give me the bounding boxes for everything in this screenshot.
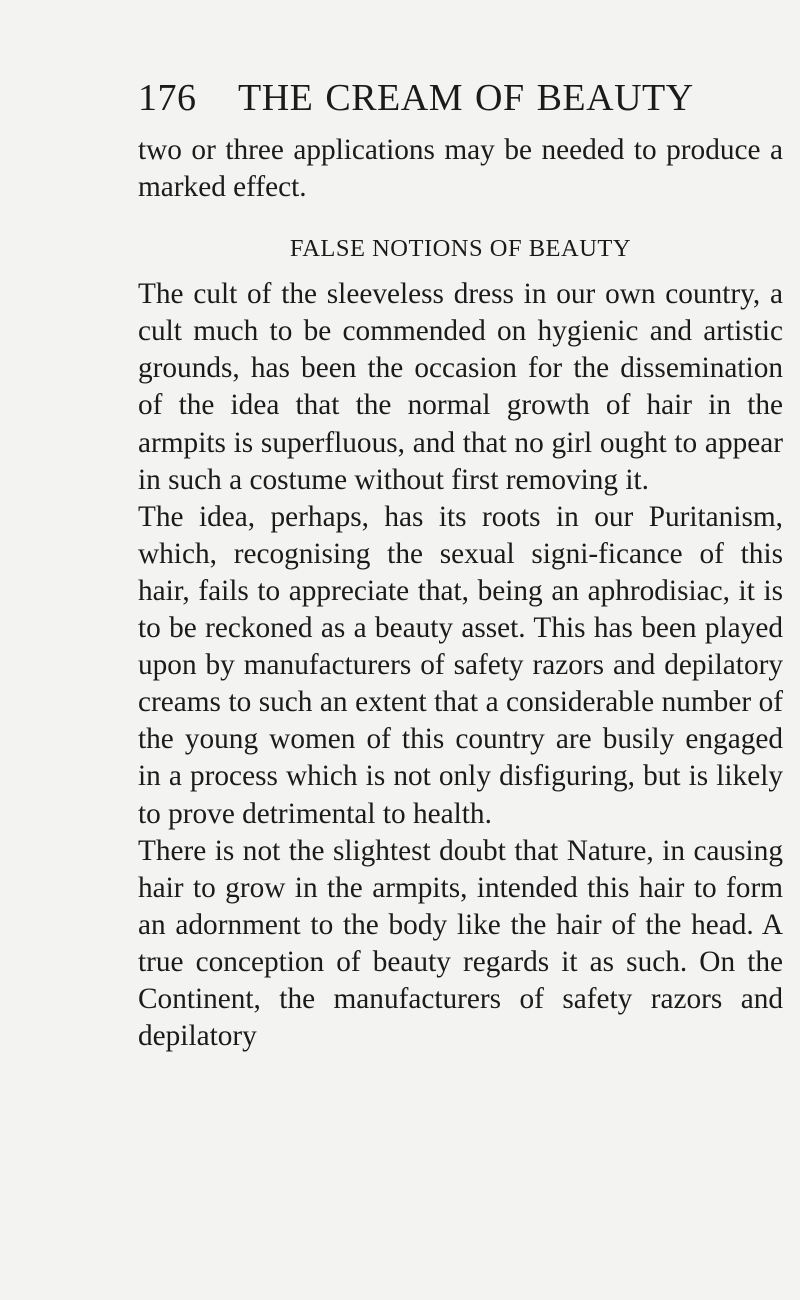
- paragraph-3: There is not the slightest doubt that Nature, in causing hair to grow in the armpits, intended this hair to form an adornment to the body like the hair of the head. A true conception of beauty regards it as such. On the Continent, the manufacturers of safety razors and depilatory: [138, 834, 783, 1053]
- paragraph-1: The cult of the sleeveless dress in our own country, a cult much to be commended on hygienic and artistic grounds, has been the occasion for the dissemination of the idea that the normal growth of hair in the armpits is superfluous, and that no girl ought to appear in such a costume without first removing it.: [138, 278, 783, 496]
- section-heading: FALSE NOTIONS OF BEAUTY: [289, 235, 632, 263]
- book-page: [138, 74, 783, 1055]
- paragraph-2: The idea, perhaps, has its roots in our Puritanism, which, recognising the sexual signi-ficance of this hair, fails to appreciate that, being an aphrodisiac, it is to be reckoned as a beauty asset. This has been played upon by manufacturers of safety razors and depilatory creams to such an extent that a considerable number of the young women of this country are busily engaged in a process which is not only disfiguring, but is likely to prove detrimental to health.: [138, 500, 783, 830]
- body-text: [138, 132, 783, 1055]
- continuation-paragraph: two or three applications may be needed to produce a marked effect.: [138, 134, 783, 204]
- running-title: THE CREAM OF BEAUTY: [238, 77, 694, 119]
- page-number: 176: [138, 77, 197, 119]
- running-head: [138, 74, 783, 122]
